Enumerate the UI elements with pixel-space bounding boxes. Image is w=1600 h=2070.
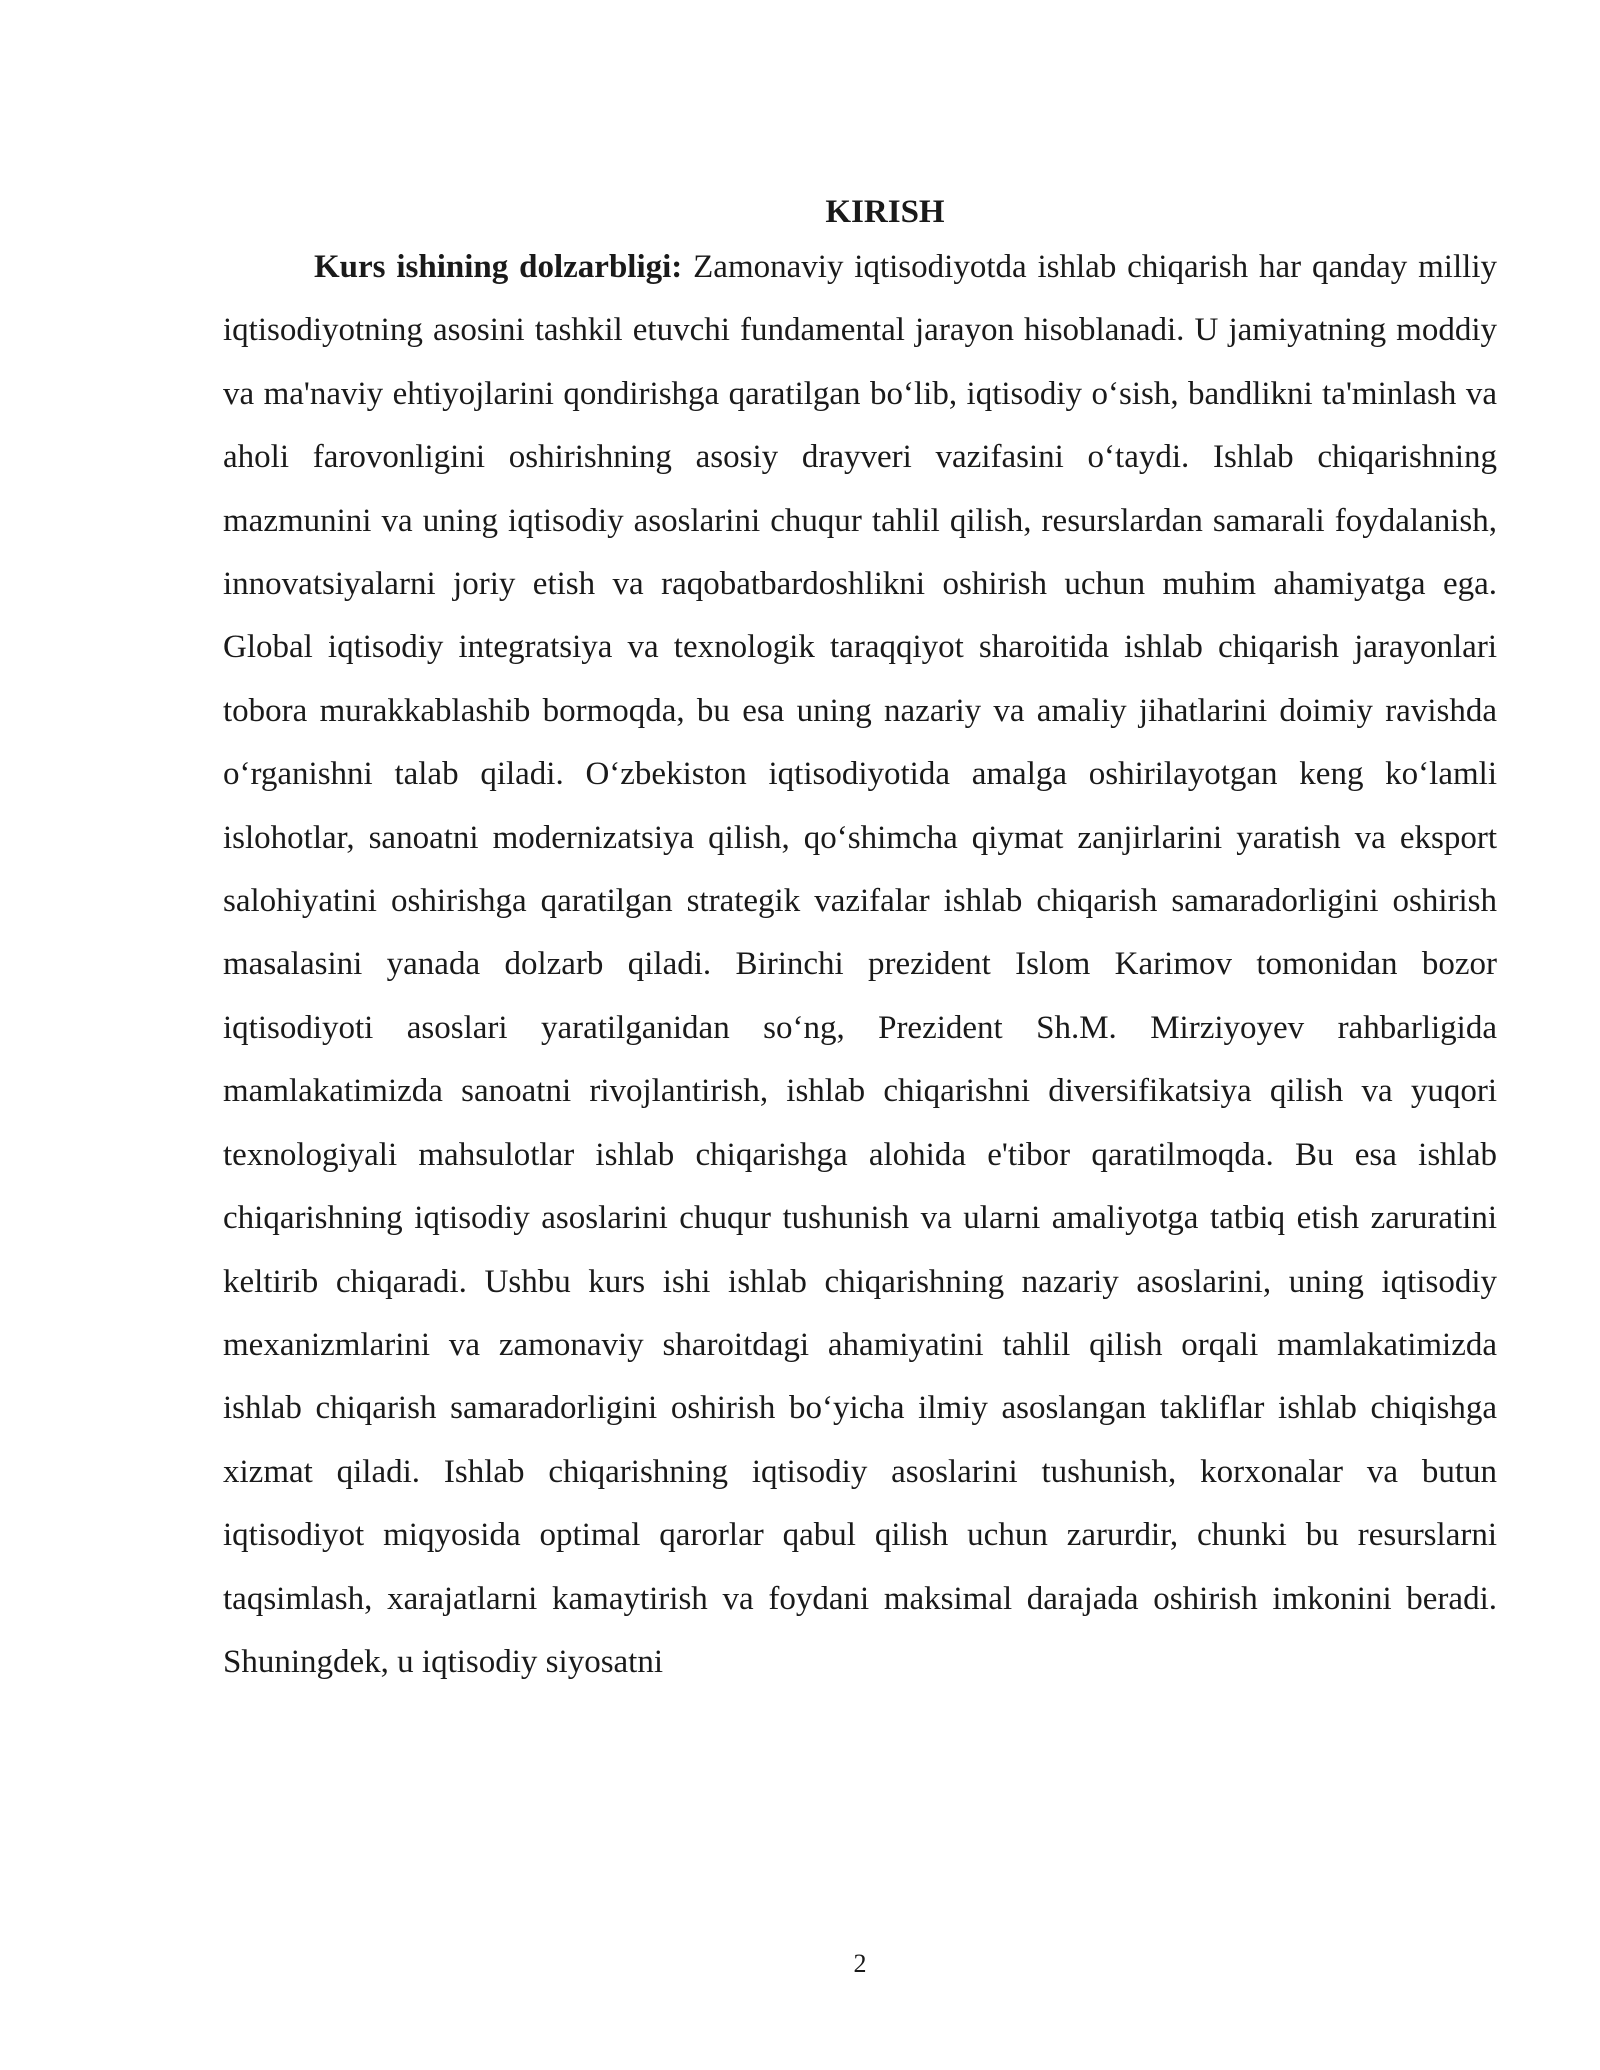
section-title: KIRISH — [825, 194, 945, 230]
paragraph-lead-label: Kurs ishining dolzarbligi: — [314, 249, 683, 285]
page-content — [223, 188, 1497, 1694]
page-number: 2 — [853, 1949, 867, 1978]
body-paragraph — [223, 236, 1497, 1694]
paragraph-text: Zamonaviy iqtisodiyotda ishlab chiqarish har qanday milliy iqtisodiyotning asosini tashkil etuvchi fundamental jarayon hisoblanadi. U jamiyatning moddiy va ma'naviy ehtiyojlarini qondirishga qaratilgan bo‘lib, iqtisodiy o‘sish, bandlikni ta'minlash va aholi farovonligini oshirishning asosiy drayveri vazifasini o‘taydi. Ishlab chiqarishning mazmunini va uning iqtisodiy asoslarini chuqur tahlil qilish, resurslardan samarali foydalanish, innovatsiyalarni joriy etish va raqobatbardoshlikni oshirish uchun muhim ahamiyatga ega. Global iqtisodiy integratsiya va texnologik taraqqiyot sharoitida ishlab chiqarish jarayonlari tobora murakkablashib bormoqda, bu esa uning nazariy va amaliy jihatlarini doimiy ravishda o‘rganishni talab qiladi. O‘zbekiston iqtisodiyotida amalga oshirilayotgan keng ko‘lamli islohotlar, sanoatni modernizatsiya qilish, qo‘shimcha qiymat zanjirlarini yaratish va eksport salohiyatini oshirishga qaratilgan strategik vazifalar ishlab chiqarish samaradorligini oshirish masalasini yanada dolzarb qiladi. Birinchi prezident Islom Karimov tomonidan bozor iqtisodiyoti asoslari yaratilganidan so‘ng, Prezident Sh.M. Mirziyoyev rahbarligida mamlakatimizda sanoatni rivojlantirish, ishlab chiqarishni diversifikatsiya qilish va yuqori texnologiyali mahsulotlar ishlab chiqarishga alohida e'tibor qaratilmoqda. Bu esa ishlab chiqarishning iqtisodiy asoslarini chuqur tushunish va ularni amaliyotga tatbiq etish zaruratini keltirib chiqaradi. Ushbu kurs ishi ishlab chiqarishning nazariy asoslarini, uning iqtisodiy mexanizmlarini va zamonaviy sharoitdagi ahamiyatini tahlil qilish orqali mamlakatimizda ishlab chiqarish samaradorligini oshirish bo‘yicha ilmiy asoslangan takliflar ishlab chiqishga xizmat qiladi. Ishlab chiqarishning iqtisodiy asoslarini tushunish, korxonalar va butun iqtisodiyot miqyosida optimal qarorlar qabul qilish uchun zarurdir, chunki bu resurslarni taqsimlash, xarajatlarni kamaytirish va foydani maksimal darajada oshirish imkonini beradi. Shuningdek, u iqtisodiy siyosatni — [223, 249, 1497, 1680]
